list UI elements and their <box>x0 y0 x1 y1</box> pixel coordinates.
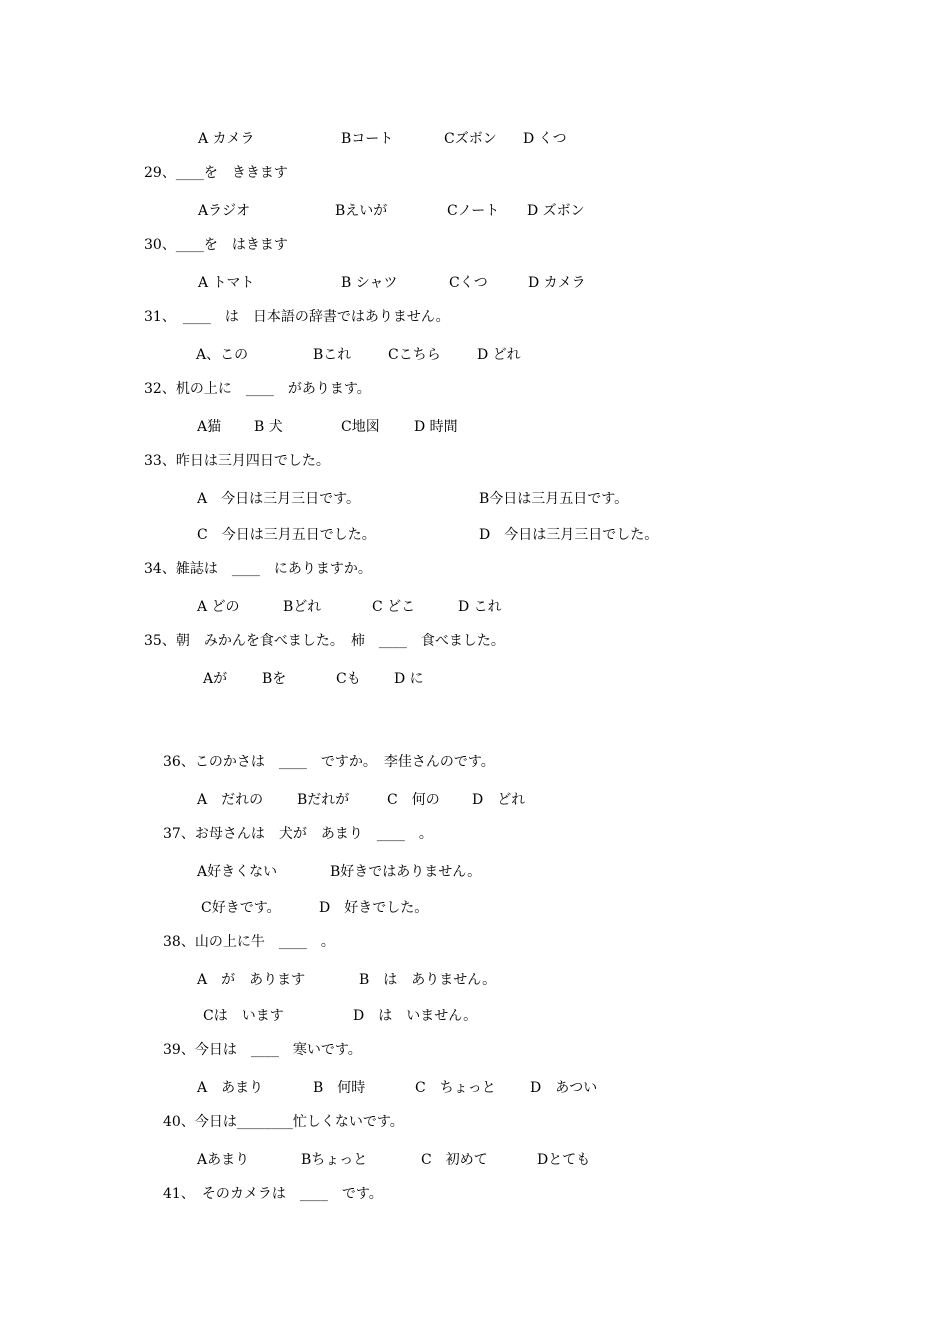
question-41-stem: 41、 そのカメラは ____ です。 <box>163 1186 383 1202</box>
option-c: Cくつ <box>449 275 488 291</box>
option-c: Cノート <box>447 203 500 219</box>
option-a: A あまり <box>197 1080 264 1096</box>
option-b: Bだれが <box>297 792 350 808</box>
option-b: Bどれ <box>283 599 322 615</box>
option-a: Aあまり <box>197 1152 250 1168</box>
option-b: B 何時 <box>313 1080 366 1096</box>
option-d: D これ <box>458 599 502 615</box>
option-a: A猫 <box>197 419 222 435</box>
option-b: Bちょっと <box>301 1152 368 1168</box>
option-a: A だれの <box>197 792 264 808</box>
question-29-stem: 29、____を ききます <box>144 165 288 181</box>
option-b: B今日は三月五日です。 <box>479 491 629 507</box>
question-38-stem: 38、山の上に牛 ____ 。 <box>163 934 335 950</box>
option-c: C好きです。 <box>201 900 281 916</box>
option-c: C 初めて <box>421 1152 488 1168</box>
option-c: C地図 <box>341 419 380 435</box>
question-32-stem: 32、机の上に ____ があります。 <box>144 381 371 397</box>
option-c: C 何の <box>387 792 440 808</box>
option-d: D ズボン <box>527 203 585 219</box>
question-33-stem: 33、昨日は三月四日でした。 <box>144 453 330 469</box>
question-31-stem: 31、 ____ は 日本語の辞書ではありません。 <box>144 309 450 325</box>
option-a: A トマト <box>198 275 255 291</box>
option-a: A、この <box>196 347 249 363</box>
question-34-stem: 34、雑誌は ____ にありますか。 <box>144 561 372 577</box>
option-a: A が あります <box>197 972 306 988</box>
option-c: Cも <box>336 671 361 687</box>
option-b: B 犬 <box>254 419 283 435</box>
option-a: Aラジオ <box>198 203 251 219</box>
option-d: D 時間 <box>414 419 458 435</box>
option-c: Cは います <box>203 1008 284 1024</box>
option-d: D 今日は三月三日でした。 <box>479 527 659 543</box>
option-d: D どれ <box>477 347 521 363</box>
option-c: C ちょっと <box>415 1080 496 1096</box>
option-c: C どこ <box>372 599 416 615</box>
question-37-stem: 37、お母さんは 犬が あまり ____ 。 <box>163 826 433 842</box>
option-d: Dとても <box>537 1152 591 1168</box>
option-b: Bコート <box>341 131 394 147</box>
option-a: Aが <box>203 671 228 687</box>
option-c: C 今日は三月五日でした。 <box>197 527 376 543</box>
option-b: Bを <box>262 671 287 687</box>
option-b: B は ありません。 <box>359 972 497 988</box>
option-c: Cズボン <box>444 131 497 147</box>
option-a: A 今日は三月三日です。 <box>197 491 360 507</box>
option-c: Cこちら <box>388 347 441 363</box>
option-d: D カメラ <box>528 275 586 291</box>
option-b: Bえいが <box>335 203 388 219</box>
option-d: D どれ <box>472 792 526 808</box>
option-a: A カメラ <box>198 131 255 147</box>
option-d: D くつ <box>523 131 567 147</box>
question-36-stem: 36、このかさは ____ ですか。 李佳さんのです。 <box>163 754 495 770</box>
option-d: D あつい <box>530 1080 598 1096</box>
option-b: B好きではありません。 <box>330 864 482 880</box>
question-40-stem: 40、今日は________忙しくないです。 <box>163 1114 404 1130</box>
question-39-stem: 39、今日は ____ 寒いです。 <box>163 1042 362 1058</box>
option-b: Bこれ <box>313 347 352 363</box>
question-35-stem: 35、朝 みかんを食べました。 柿 ____ 食べました。 <box>144 633 505 649</box>
option-d: D 好きでした。 <box>319 900 429 916</box>
question-30-stem: 30、____を はきます <box>144 237 288 253</box>
option-b: B シャツ <box>341 275 398 291</box>
option-a: A どの <box>197 599 240 615</box>
option-d: D に <box>394 671 424 687</box>
option-a: A好きくない <box>197 864 278 880</box>
option-d: D は いません。 <box>353 1008 478 1024</box>
